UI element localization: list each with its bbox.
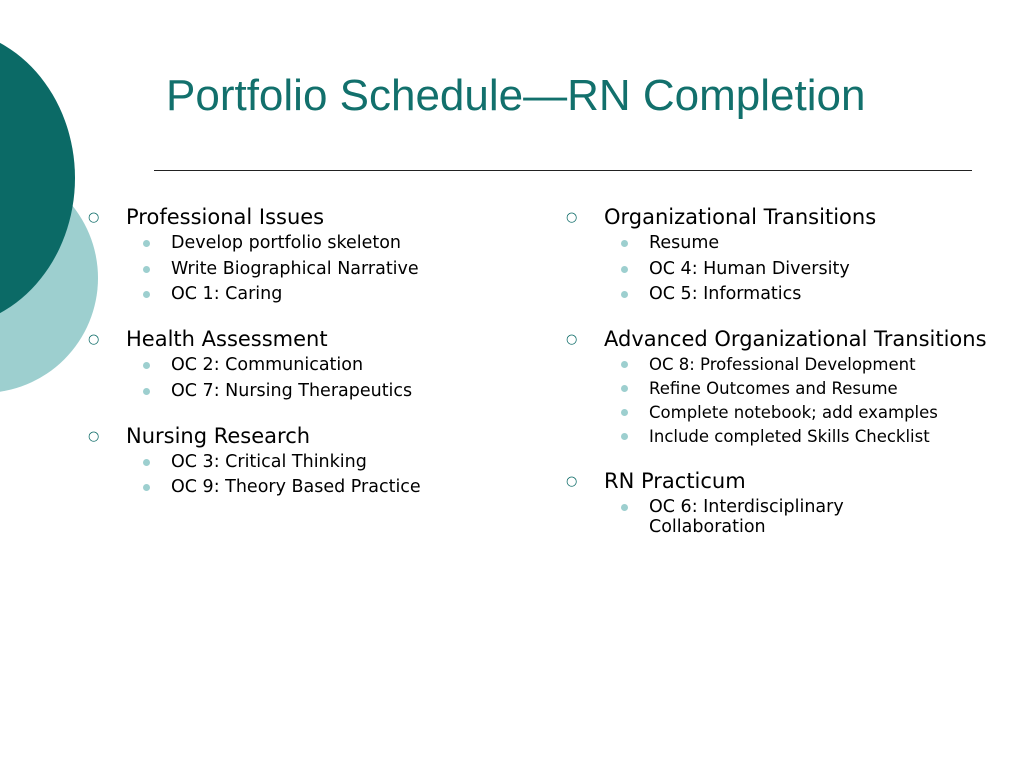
dot-bullet-icon xyxy=(621,240,628,247)
sub-item xyxy=(126,233,518,253)
sub-list xyxy=(126,452,518,498)
sub-item-label: Include completed Skills Checklist xyxy=(649,427,930,446)
hollow-circle-bullet-icon: ○ xyxy=(566,210,578,225)
sub-item-label: OC 3: Critical Thinking xyxy=(171,451,367,472)
dot-bullet-icon xyxy=(621,504,628,511)
dot-bullet-icon xyxy=(621,433,628,440)
dot-bullet-icon xyxy=(143,240,150,247)
sub-item xyxy=(604,259,1016,279)
sub-item-label: Write Biographical Narrative xyxy=(171,258,419,279)
topic-label: RN Practicum xyxy=(604,469,746,493)
sub-item-label: OC 8: Professional Development xyxy=(649,355,916,374)
dot-bullet-icon xyxy=(621,409,628,416)
sub-list xyxy=(604,233,1016,304)
topic-rn-practicum xyxy=(566,470,1016,537)
dot-bullet-icon xyxy=(143,362,150,369)
topic-label: Organizational Transitions xyxy=(604,205,877,229)
sub-item-label: OC 2: Communication xyxy=(171,355,364,375)
sub-item-label: OC 6: Interdisciplinary Collaboration xyxy=(649,497,844,537)
sub-item-label: OC 9: Theory Based Practice xyxy=(171,477,421,497)
topic-label: Nursing Research xyxy=(126,423,311,448)
topic-health-assessment xyxy=(88,328,518,401)
sub-list xyxy=(126,355,518,401)
sub-list xyxy=(604,355,1016,446)
sub-item xyxy=(126,259,518,279)
dot-bullet-icon xyxy=(143,291,150,298)
sub-list xyxy=(604,497,1016,537)
topic-label: Advanced Organizational Transitions xyxy=(604,327,987,351)
topic-label: Professional Issues xyxy=(126,205,325,229)
right-column xyxy=(566,206,1016,561)
sub-item xyxy=(604,427,1016,446)
sub-item xyxy=(604,355,1016,374)
sub-item-label: Develop portfolio skeleton xyxy=(171,233,402,253)
dot-bullet-icon xyxy=(621,385,628,392)
dot-bullet-icon xyxy=(143,266,150,273)
slide-title: Portfolio Schedule—RN Completion xyxy=(166,71,866,120)
sub-item xyxy=(604,497,929,537)
sub-item xyxy=(126,381,518,401)
sub-item-label: OC 1: Caring xyxy=(171,284,283,304)
dot-bullet-icon xyxy=(143,484,150,491)
topic-organizational-transitions xyxy=(566,206,1016,304)
title-divider xyxy=(154,170,972,171)
topic-nursing-research xyxy=(88,425,518,498)
topic-advanced-organizational-transitions xyxy=(566,328,1016,446)
sub-item xyxy=(604,403,1016,422)
dot-bullet-icon xyxy=(621,266,628,273)
sub-item-label: OC 7: Nursing Therapeutics xyxy=(171,380,413,401)
sub-item-label: OC 4: Human Diversity xyxy=(649,258,850,279)
hollow-circle-bullet-icon: ○ xyxy=(566,474,578,489)
sub-item xyxy=(126,355,518,375)
hollow-circle-bullet-icon: ○ xyxy=(88,210,100,225)
sub-item xyxy=(126,477,518,497)
dot-bullet-icon xyxy=(143,459,150,466)
sub-item xyxy=(604,284,1016,304)
sub-item-label: Refine Outcomes and Resume xyxy=(649,379,898,398)
sub-item xyxy=(604,233,1016,253)
sub-item xyxy=(604,379,1016,398)
sub-item xyxy=(126,284,518,304)
dot-bullet-icon xyxy=(621,291,628,298)
dot-bullet-icon xyxy=(621,361,628,368)
dot-bullet-icon xyxy=(143,388,150,395)
sub-item-label: Complete notebook; add examples xyxy=(649,403,938,422)
sub-item-label: OC 5: Informatics xyxy=(649,284,802,304)
sub-item-label: Resume xyxy=(649,233,720,253)
sub-list xyxy=(126,233,518,304)
topic-label: Health Assessment xyxy=(126,327,328,351)
left-column xyxy=(88,206,518,521)
topic-professional-issues xyxy=(88,206,518,304)
hollow-circle-bullet-icon: ○ xyxy=(88,332,100,347)
sub-item xyxy=(126,452,518,472)
hollow-circle-bullet-icon: ○ xyxy=(566,332,578,347)
hollow-circle-bullet-icon: ○ xyxy=(88,428,100,444)
